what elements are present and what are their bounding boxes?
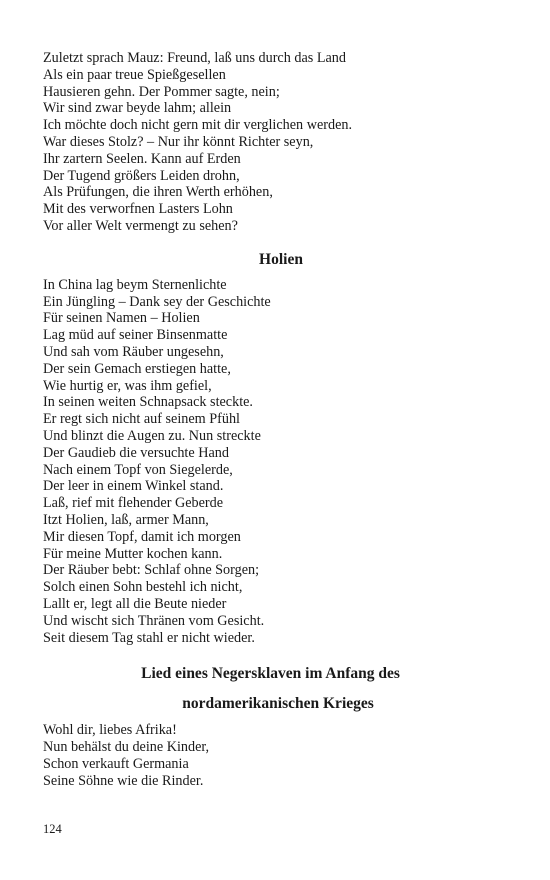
poem-line: Mit des verworfnen Lasters Lohn [43,201,233,218]
poem-line: Hausieren gehn. Der Pommer sagte, nein; [43,83,280,100]
poem-line: In China lag beym Sternenlichte [43,276,227,293]
poem-line: War dieses Stolz? – Nur ihr könnt Richter seyn, [43,133,314,150]
poem-line: Seit diesem Tag stahl er nicht wieder. [43,629,255,646]
poem-line: Und blinzt die Augen zu. Nun streckte [43,427,261,444]
poem-line: Der sein Gemach erstiegen hatte, [43,360,231,377]
poem-line: Lag müd auf seiner Binsenmatte [43,327,228,344]
poem-line: Wie hurtig er, was ihm gefiel, [43,377,212,394]
poem-line: Itzt Holien, laß, armer Mann, [43,511,209,528]
poem-line: Als Prüfungen, die ihren Werth erhöhen, [43,184,273,201]
poem-line: Für seinen Namen – Holien [43,310,200,327]
poem-line: Wohl dir, liebes Afrika! [43,722,177,739]
poem-line: Als ein paar treue Spießgesellen [43,66,226,83]
poem-line: Er regt sich nicht auf seinem Pfühl [43,411,240,428]
poem-line: Der Tugend größers Leiden drohn, [43,167,240,184]
poem-line: Vor aller Welt vermengt zu sehen? [43,217,238,234]
poem-line: Schon verkauft Germania [43,755,189,772]
poem-line: Ich möchte doch nicht gern mit dir verglichen werden. [43,117,353,134]
page-body [43,50,513,789]
poem-line: In seinen weiten Schnapsack steckte. [43,394,253,411]
intro-poem-stanza [43,50,513,235]
poem-line: Solch einen Sohn bestehl ich nicht, [43,579,243,596]
holien-poem-stanza [43,277,513,647]
poem-line: Mir diesen Topf, damit ich morgen [43,528,241,545]
poem-line: Der Räuber bebt: Schlaf ohne Sorgen; [43,562,260,579]
poem-line: Nun behälst du deine Kinder, [43,739,210,756]
poem-line: Der leer in einem Winkel stand. [43,478,224,495]
poem-line: Nach einem Topf von Siegelerde, [43,461,233,478]
poem-line: Lallt er, legt all die Beute nieder [43,595,227,612]
poem-line: Ihr zartern Seelen. Kann auf Erden [43,150,241,167]
poem-line: Seine Söhne wie die Rinder. [43,772,204,789]
poem-line: Wir sind zwar beyde lahm; allein [43,100,232,117]
poem-title-holien: Holien [259,250,303,268]
poem-line: Laß, rief mit flehender Geberde [43,495,224,512]
poem-line: Und sah vom Räuber ungesehn, [43,343,224,360]
lied-poem-stanza [43,722,513,789]
poem-line: Für meine Mutter kochen kann. [43,545,223,562]
poem-line: Der Gaudieb die versuchte Hand [43,444,229,461]
poem-title-lied-line-1: Lied eines Negersklaven im Anfang des [141,665,400,683]
poem-title-lied-line-2: nordamerikanischen Krieges [182,695,374,713]
poem-line: Zuletzt sprach Mauz: Freund, laß uns durch das Land [43,50,346,66]
page-number: 124 [43,822,62,836]
poem-line: Und wischt sich Thränen vom Gesicht. [43,612,265,629]
poem-line: Ein Jüngling – Dank sey der Geschichte [43,293,271,310]
